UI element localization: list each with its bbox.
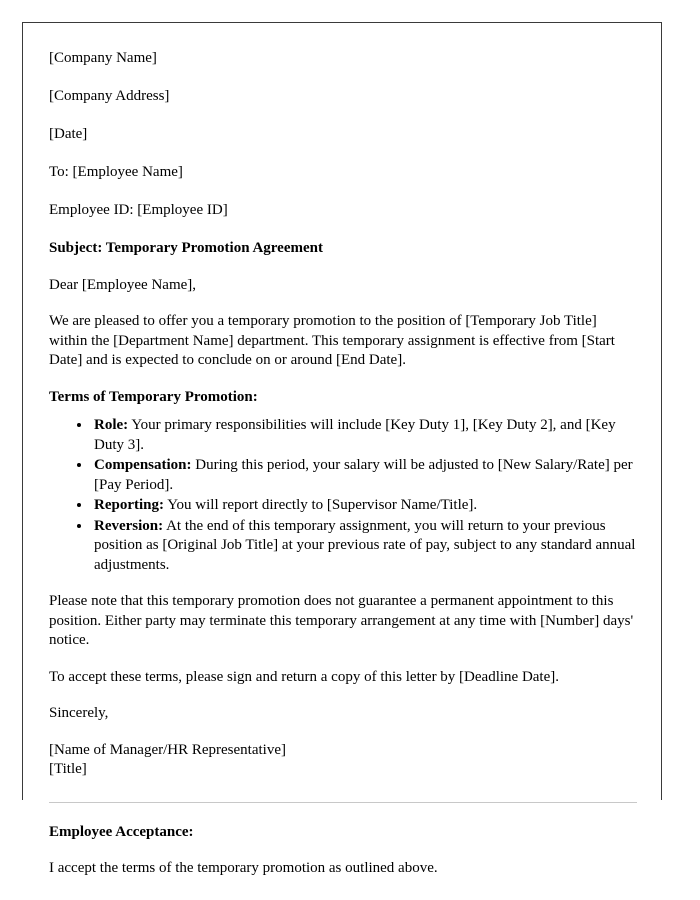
term-label-reversion: Reversion: xyxy=(94,517,164,534)
signature-title: [Title] xyxy=(49,761,87,777)
term-text-reversion: At the end of this temporary assignment, you will return to your previous position as [Original Job Title] at your previous rate of pay, subject to any standard annual adjustments. xyxy=(94,517,636,573)
subject-heading: Subject: Temporary Promotion Agreement xyxy=(49,240,323,256)
recipient-line: To: [Employee Name] xyxy=(49,164,183,180)
acceptance-instruction-paragraph: To accept these terms, please sign and return a copy of this letter by [Deadline Date]. xyxy=(49,668,560,685)
section-divider xyxy=(49,802,637,803)
company-address-line: [Company Address] xyxy=(49,88,170,104)
letter-content xyxy=(23,23,661,879)
note-paragraph: Please note that this temporary promotion does not guarantee a permanent appointment to this position. Either party may terminate this temporary arrangement at any time with [Number] days' notice. xyxy=(49,593,634,648)
terms-heading: Terms of Temporary Promotion: xyxy=(49,388,258,405)
term-text-role: Your primary responsibilities will include [Key Duty 1], [Key Duty 2], and [Key Duty 3]. xyxy=(94,417,616,453)
date-line: [Date] xyxy=(49,126,88,142)
closing-line: Sincerely, xyxy=(49,705,109,721)
intro-paragraph: We are pleased to offer you a temporary promotion to the position of [Temporary Job Title] within the [Department Name] department. This temporary assignment is effective from [Start Date] and is expected to conclude on or around [End Date]. xyxy=(49,313,615,368)
list-item xyxy=(92,456,637,495)
terms-list xyxy=(49,416,637,575)
list-item xyxy=(92,496,637,516)
signature-name: [Name of Manager/HR Representative] xyxy=(49,741,286,758)
employee-acceptance-text: I accept the terms of the temporary promotion as outlined above. xyxy=(49,860,438,876)
term-text-compensation: During this period, your salary will be adjusted to [New Salary/Rate] per [Pay Period]. xyxy=(94,457,633,493)
term-label-compensation: Compensation: xyxy=(94,457,192,473)
letter-page xyxy=(22,22,662,876)
list-item xyxy=(92,517,637,576)
signature-block xyxy=(49,741,637,780)
term-text-reporting: You will report directly to [Supervisor Name/Title]. xyxy=(164,497,478,513)
company-name-line: [Company Name] xyxy=(49,50,157,66)
salutation: Dear [Employee Name], xyxy=(49,276,197,293)
employee-acceptance-heading: Employee Acceptance: xyxy=(49,823,194,840)
term-label-role: Role: xyxy=(94,417,129,433)
employee-id-line: Employee ID: [Employee ID] xyxy=(49,202,228,218)
term-label-reporting: Reporting: xyxy=(94,497,164,513)
list-item xyxy=(92,416,637,455)
